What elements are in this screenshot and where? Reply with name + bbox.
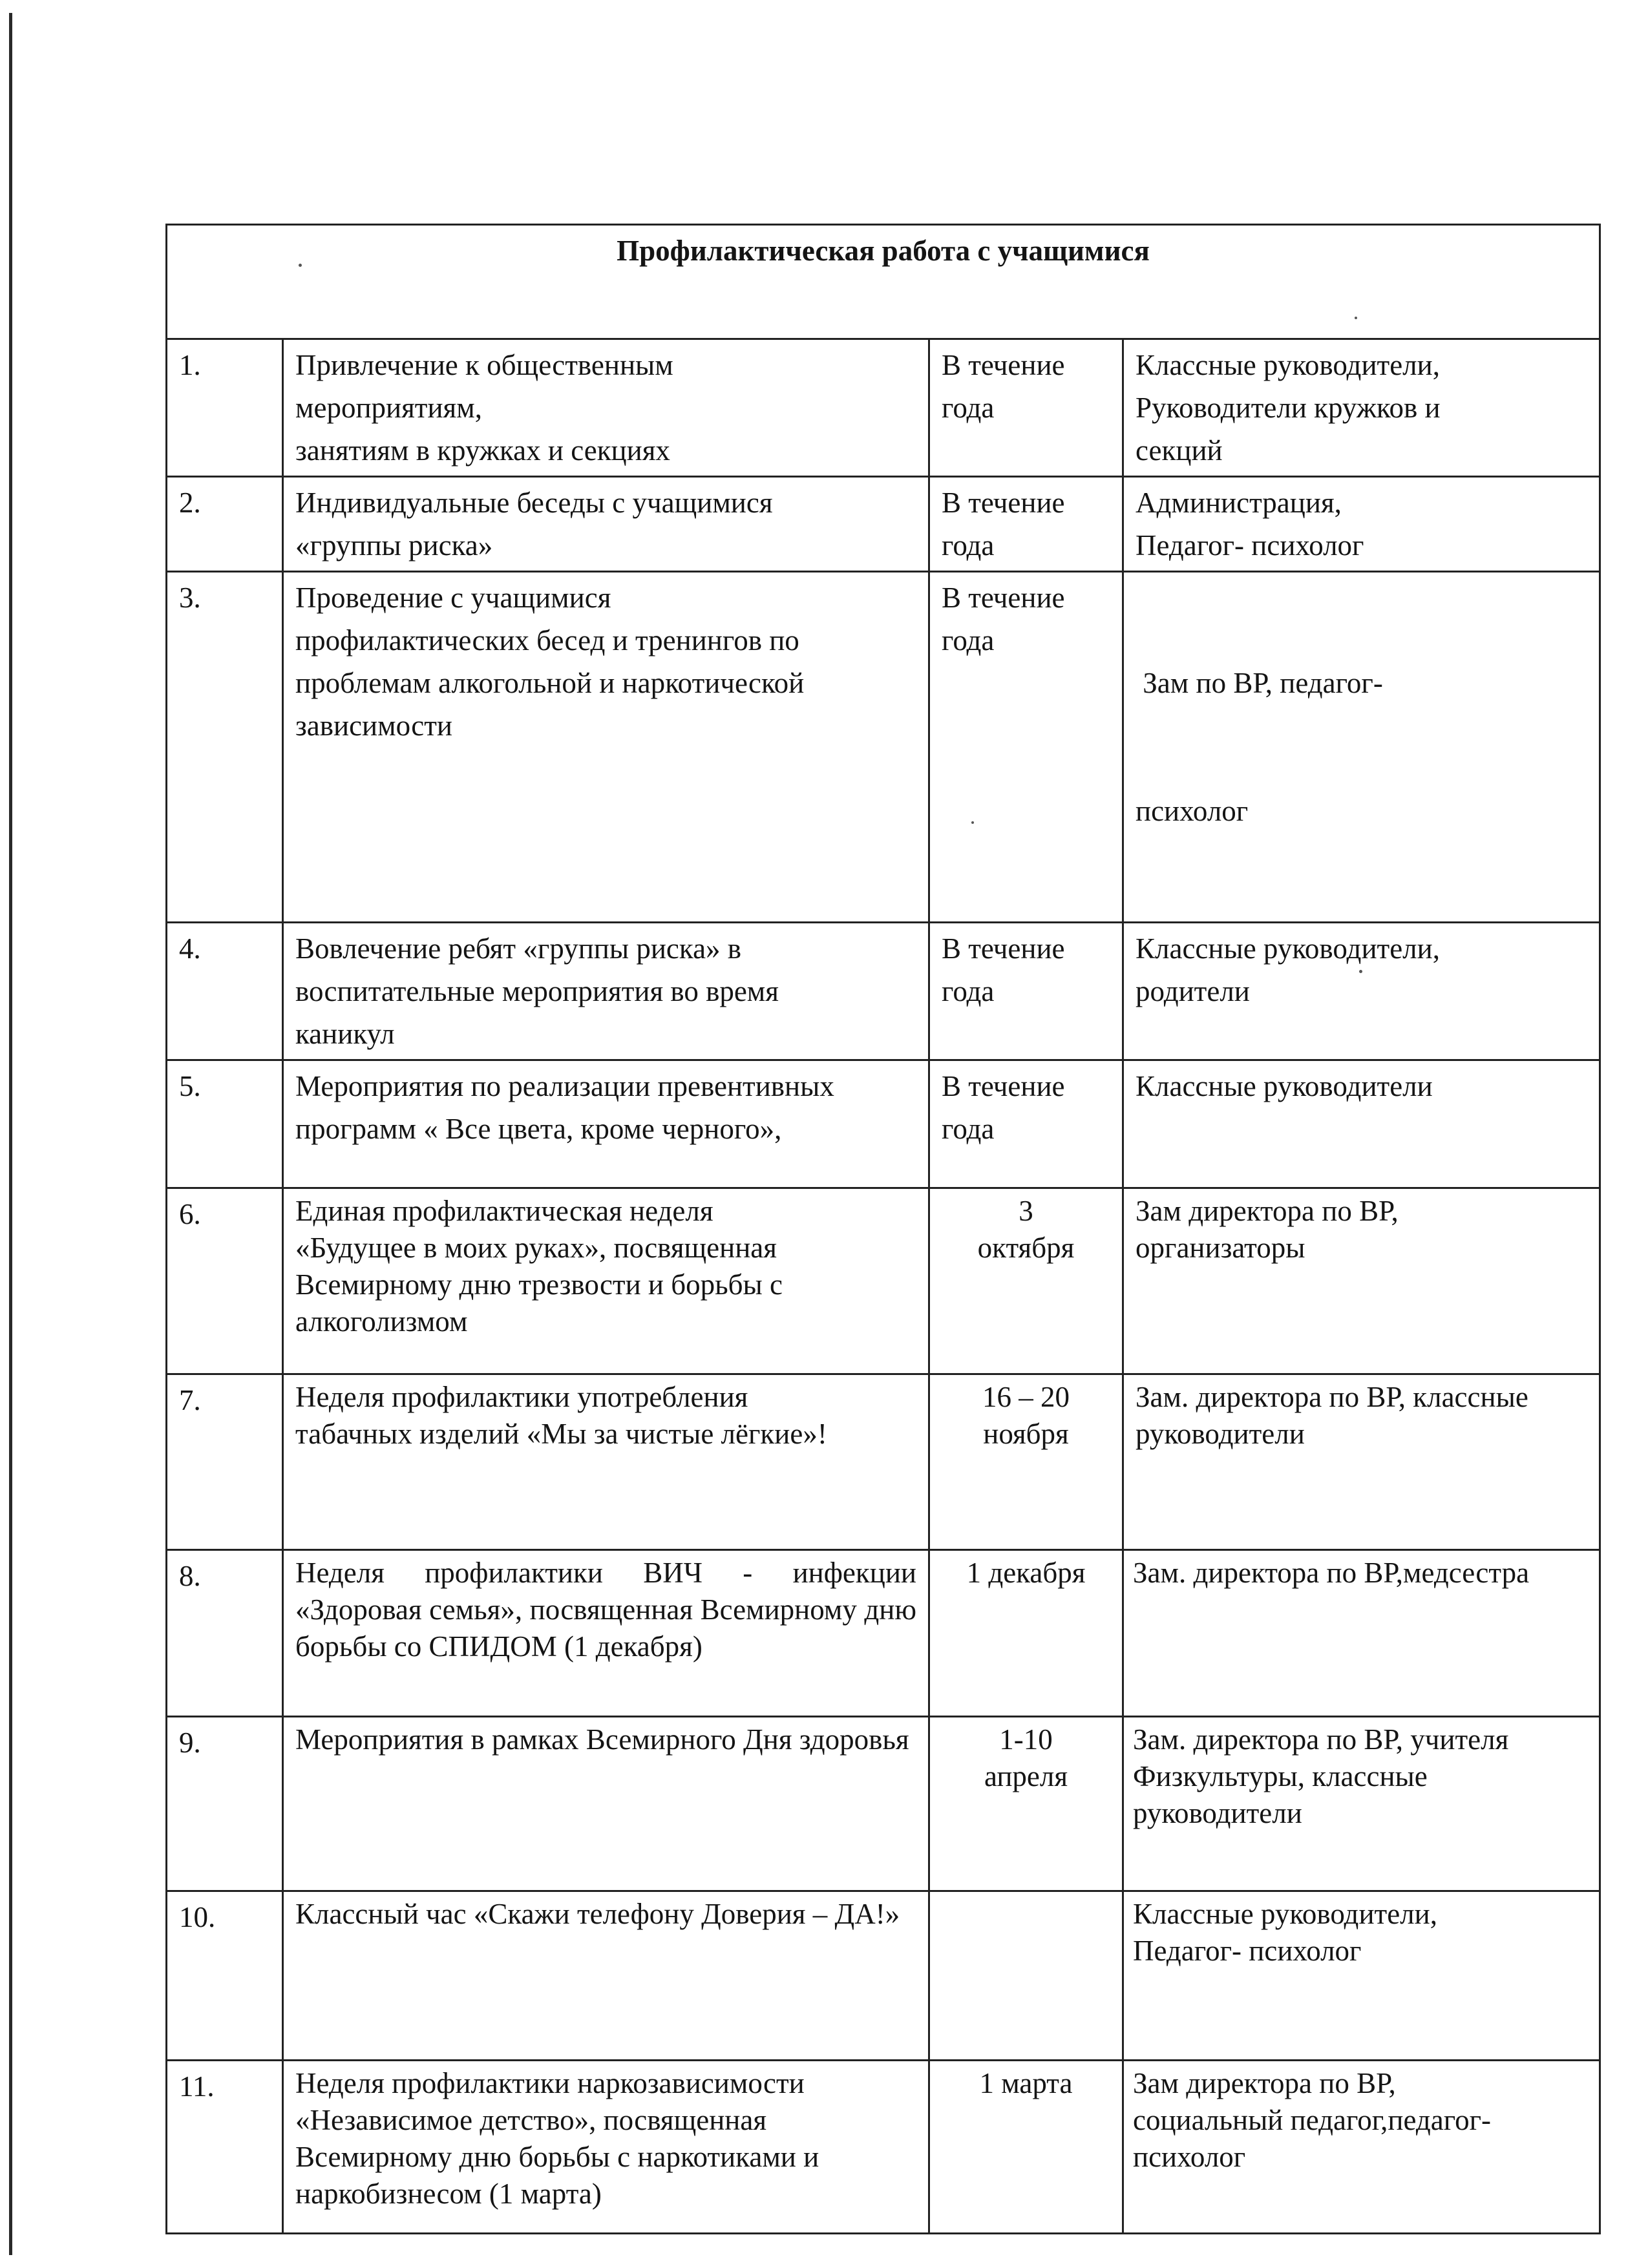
row-number: 3. <box>167 572 283 923</box>
term-cell: 16 – 20 ноября <box>929 1374 1123 1550</box>
event-cell: Индивидуальные беседы с учащимися «группы риска» <box>283 477 929 572</box>
table-title: Профилактическая работа с учащимися <box>167 225 1600 339</box>
event-cell: Неделя профилактики наркозависимости «Независимое детство», посвященная Всемирному дню борьбы с наркотиками и наркобизнесом (1 марта) <box>283 2061 929 2234</box>
row-number: 7. <box>167 1374 283 1550</box>
event-cell: Классный час «Скажи телефону Доверия – ДА!» <box>283 1891 929 2061</box>
table-row <box>167 1717 1600 1891</box>
event-cell: Мероприятия по реализации превентивных программ « Все цвета, кроме черного», <box>283 1060 929 1188</box>
row-number: 10. <box>167 1891 283 2061</box>
event-cell: Вовлечение ребят «группы риска» в воспитательные мероприятия во время каникул <box>283 923 929 1060</box>
event-cell: Единая профилактическая неделя «Будущее в моих руках», посвященная Всемирному дню трезвости и борьбы с алкоголизмом <box>283 1188 929 1374</box>
event-cell: Неделя профилактики ВИЧ - инфекции «Здоровая семья», посвященная Всемирному дню борьбы со СПИДОМ (1 декабря) <box>283 1550 929 1717</box>
table-title-row <box>167 225 1600 339</box>
table-row <box>167 2061 1600 2234</box>
term-cell: В течение года <box>929 923 1123 1060</box>
row-number: 6. <box>167 1188 283 1374</box>
responsible-cell: Зам. директора по ВР, классные руководители <box>1123 1374 1600 1550</box>
table-row <box>167 1188 1600 1374</box>
responsible-cell: Классные руководители, родители <box>1123 923 1600 1060</box>
event-cell: Привлечение к общественным мероприятиям, занятиям в кружках и секциях <box>283 339 929 477</box>
event-cell: Неделя профилактики употребления табачных изделий «Мы за чистые лёгкие»! <box>283 1374 929 1550</box>
table-row <box>167 1374 1600 1550</box>
term-cell: В течение года <box>929 339 1123 477</box>
responsible-cell: Классные руководители, Руководители кружков и секций <box>1123 339 1600 477</box>
row-number: 8. <box>167 1550 283 1717</box>
responsible-cell: Зам. директора по ВР,медсестра <box>1123 1550 1600 1717</box>
responsible-cell: Зам. директора по ВР, учителя Физкультуры, классные руководители <box>1123 1717 1600 1891</box>
term-cell: 1 марта <box>929 2061 1123 2234</box>
responsible-cell: Классные руководители, Педагог- психолог <box>1123 1891 1600 2061</box>
event-cell: Проведение с учащимися профилактических бесед и тренингов по проблемам алкогольной и наркотической зависимости <box>283 572 929 923</box>
term-cell: В течение года <box>929 572 1123 923</box>
responsible-cell: Классные руководители <box>1123 1060 1600 1188</box>
table-row <box>167 1891 1600 2061</box>
term-cell <box>929 1891 1123 2061</box>
table-row <box>167 477 1600 572</box>
responsible-cell: Зам директора по ВР, социальный педагог,педагог- психолог <box>1123 2061 1600 2234</box>
term-cell: В течение года <box>929 477 1123 572</box>
row-number: 11. <box>167 2061 283 2234</box>
row-number: 9. <box>167 1717 283 1891</box>
term-cell: 1-10 апреля <box>929 1717 1123 1891</box>
responsible-cell: Зам по ВР, педагог- психолог <box>1123 572 1600 923</box>
term-cell: 3 октября <box>929 1188 1123 1374</box>
event-cell: Мероприятия в рамках Всемирного Дня здоровья <box>283 1717 929 1891</box>
table-row <box>167 1060 1600 1188</box>
table-row <box>167 339 1600 477</box>
term-cell: 1 декабря <box>929 1550 1123 1717</box>
responsible-cell: Администрация, Педагог- психолог <box>1123 477 1600 572</box>
responsible-cell: Зам директора по ВР, организаторы <box>1123 1188 1600 1374</box>
row-number: 1. <box>167 339 283 477</box>
prevention-work-table <box>165 224 1601 2234</box>
row-number: 5. <box>167 1060 283 1188</box>
row-number: 4. <box>167 923 283 1060</box>
scan-edge-shadow <box>9 13 12 2255</box>
term-cell: В течение года <box>929 1060 1123 1188</box>
row-number: 2. <box>167 477 283 572</box>
table-row <box>167 1550 1600 1717</box>
table-row <box>167 572 1600 923</box>
table-row <box>167 923 1600 1060</box>
